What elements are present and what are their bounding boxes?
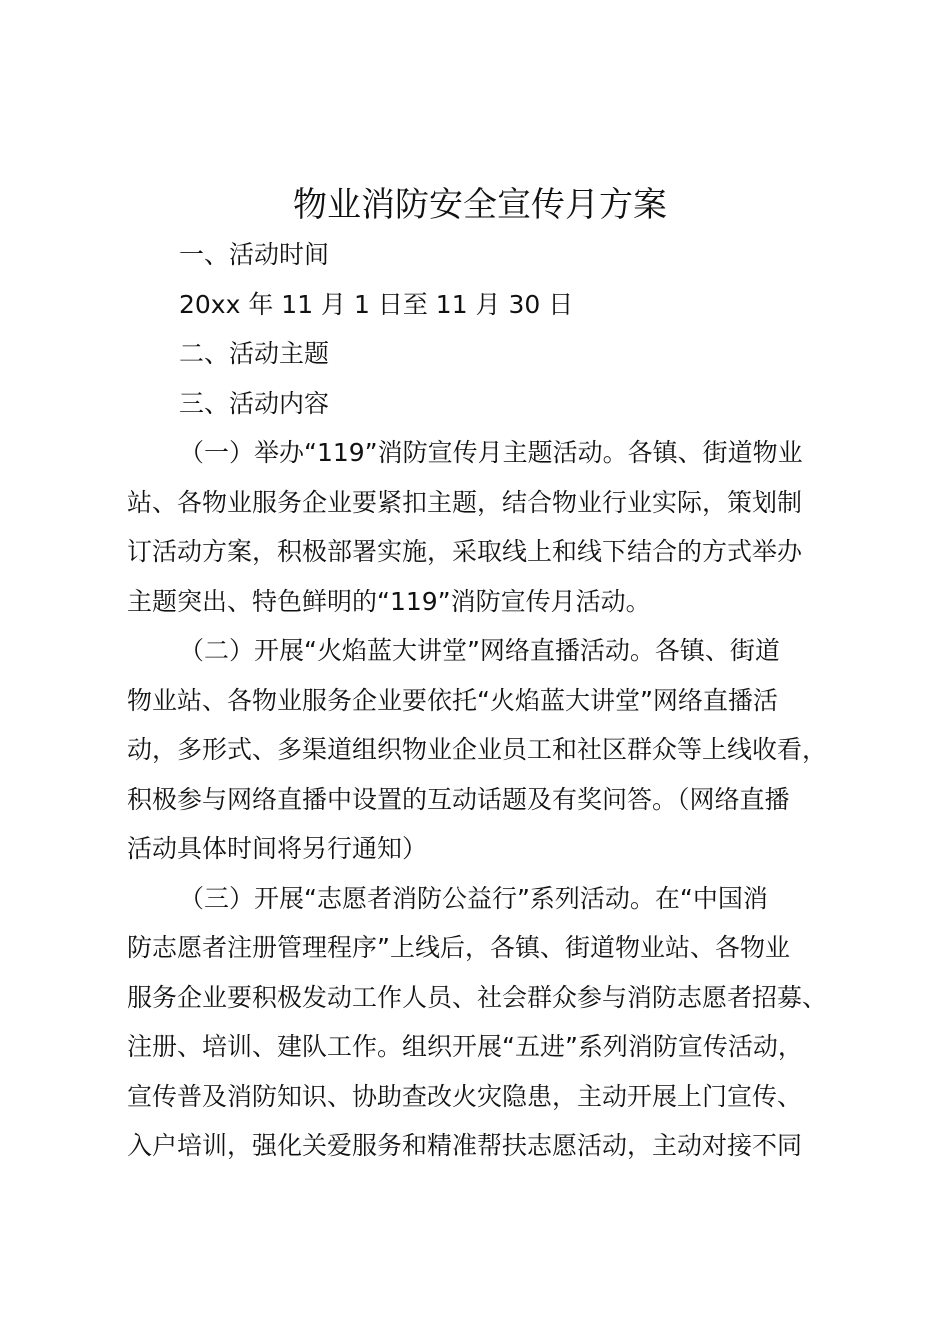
paragraph-line: 物业站、各物业服务企业要依托“火焰蓝大讲堂”网络直播活: [127, 685, 778, 715]
paragraph-line: 活动具体时间将另行通知）: [127, 834, 428, 863]
document-body: [127, 230, 857, 1171]
paragraph-line: 服务企业要积极发动工作人员、社会群众参与消防志愿者招募、: [127, 982, 828, 1012]
paragraph-line: （二）开展“火焰蓝大讲堂”网络直播活动。各镇、街道: [179, 636, 780, 665]
paragraph-line: 积极参与网络直播中设置的互动话题及有奖问答。（网络直播: [127, 784, 790, 814]
paragraph-line: 主题突出、特色鲜明的“119”消防宣传月活动。: [127, 586, 651, 616]
paragraph-line: 站、各物业服务企业要紧扣主题，结合物业行业实际，策划制: [127, 487, 803, 517]
paragraph-line: 防志愿者注册管理程序”上线后，各镇、街道物业站、各物业: [127, 933, 790, 962]
paragraph-line: 入户培训，强化关爱服务和精准帮扶志愿活动，主动对接不同: [127, 1131, 803, 1160]
paragraph-line: 注册、培训、建队工作。组织开展“五进”系列消防宣传活动，: [127, 1032, 803, 1061]
section-heading-content: 三、活动内容: [179, 388, 330, 418]
paragraph-line: （一）举办“119”消防宣传月主题活动。各镇、街道物业: [179, 438, 803, 467]
paragraph-line: 20xx 年 11 月 1 日至 11 月 30 日: [179, 289, 574, 319]
paragraph-line: 动，多形式、多渠道组织物业企业员工和社区群众等上线收看，: [127, 735, 828, 764]
paragraph-line: 宣传普及消防知识、协助查改火灾隐患，主动开展上门宣传、: [127, 1081, 803, 1111]
paragraph-line: 订活动方案，积极部署实施，采取线上和线下结合的方式举办: [127, 537, 803, 566]
document-title: 物业消防安全宣传月方案: [293, 185, 667, 225]
section-heading-time: 一、活动时间: [179, 240, 330, 269]
paragraph-line: （三）开展“志愿者消防公益行”系列活动。在“中国消: [179, 883, 768, 913]
section-heading-theme: 二、活动主题: [179, 339, 330, 368]
